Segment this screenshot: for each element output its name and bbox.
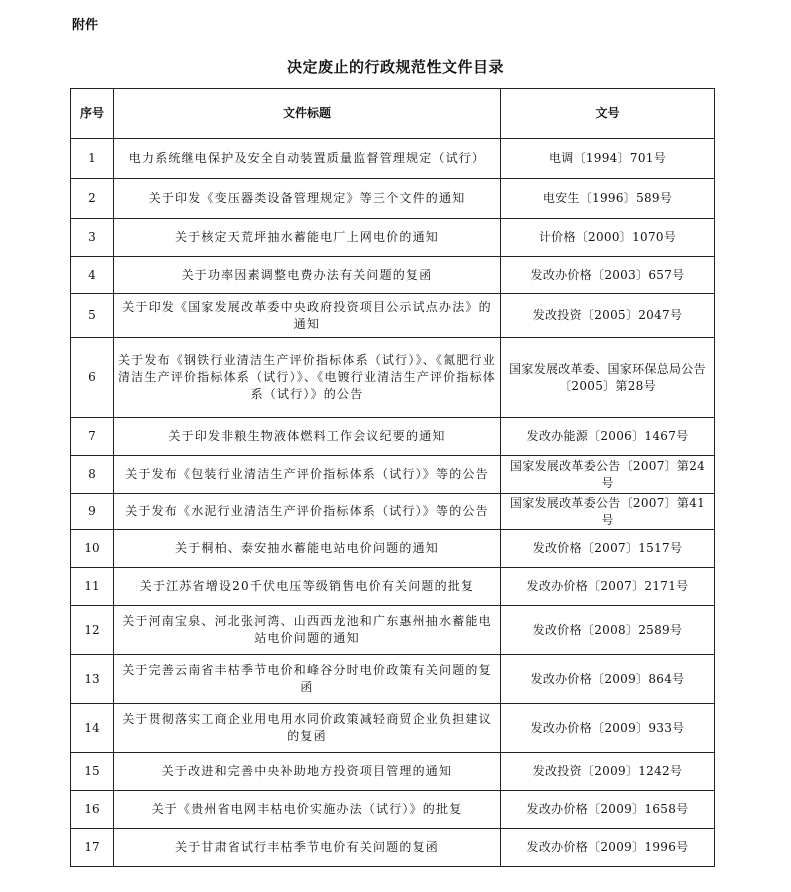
row-doc-number: 计价格〔2000〕1070号 bbox=[501, 219, 715, 257]
table-row bbox=[71, 179, 715, 219]
row-title: 关于印发非粮生物液体燃料工作会议纪要的通知 bbox=[114, 418, 501, 456]
row-doc-number: 发改价格〔2008〕2589号 bbox=[501, 606, 715, 655]
row-doc-number: 国家发展改革委公告〔2007〕第41号 bbox=[501, 494, 715, 530]
row-number: 8 bbox=[71, 456, 114, 494]
table-row bbox=[71, 219, 715, 257]
table-row bbox=[71, 257, 715, 294]
row-title: 电力系统继电保护及安全自动装置质量监督管理规定（试行） bbox=[114, 139, 501, 179]
row-title: 关于功率因素调整电费办法有关问题的复函 bbox=[114, 257, 501, 294]
row-doc-number: 国家发展改革委、国家环保总局公告 〔2005〕第28号 bbox=[501, 338, 715, 418]
row-title: 关于桐柏、泰安抽水蓄能电站电价问题的通知 bbox=[114, 530, 501, 568]
row-number: 16 bbox=[71, 791, 114, 829]
row-title: 关于印发《变压器类设备管理规定》等三个文件的通知 bbox=[114, 179, 501, 219]
row-number: 15 bbox=[71, 753, 114, 791]
table-row bbox=[71, 294, 715, 338]
table-row bbox=[71, 139, 715, 179]
row-doc-number: 发改投资〔2005〕2047号 bbox=[501, 294, 715, 338]
row-number: 11 bbox=[71, 568, 114, 606]
row-title: 关于核定天荒坪抽水蓄能电厂上网电价的通知 bbox=[114, 219, 501, 257]
row-doc-number: 发改办价格〔2009〕933号 bbox=[501, 704, 715, 753]
row-title: 关于发布《钢铁行业清洁生产评价指标体系（试行）》、《氮肥行业清洁生产评价指标体系（试行）》、《电镀行业清洁生产评价指标体系（试行）》的公告 bbox=[114, 338, 501, 418]
table-row bbox=[71, 568, 715, 606]
row-doc-number: 电调〔1994〕701号 bbox=[501, 139, 715, 179]
column-header-number: 序号 bbox=[71, 89, 114, 139]
table-row bbox=[71, 418, 715, 456]
row-doc-number: 国家发展改革委公告〔2007〕第24号 bbox=[501, 456, 715, 494]
row-doc-number: 发改办价格〔2009〕864号 bbox=[501, 655, 715, 704]
table-row bbox=[71, 655, 715, 704]
table-row bbox=[71, 338, 715, 418]
row-title: 关于江苏省增设20千伏电压等级销售电价有关问题的批复 bbox=[114, 568, 501, 606]
row-title: 关于甘肃省试行丰枯季节电价有关问题的复函 bbox=[114, 829, 501, 867]
row-title: 关于完善云南省丰枯季节电价和峰谷分时电价政策有关问题的复函 bbox=[114, 655, 501, 704]
document-table bbox=[70, 88, 715, 867]
table-header-row bbox=[71, 89, 715, 139]
row-number: 13 bbox=[71, 655, 114, 704]
row-number: 6 bbox=[71, 338, 114, 418]
row-doc-number: 发改投资〔2009〕1242号 bbox=[501, 753, 715, 791]
row-title: 关于印发《国家发展改革委中央政府投资项目公示试点办法》的通知 bbox=[114, 294, 501, 338]
page-title: 决定废止的行政规范性文件目录 bbox=[286, 58, 504, 76]
row-doc-number: 发改办价格〔2003〕657号 bbox=[501, 257, 715, 294]
row-title: 关于河南宝泉、河北张河湾、山西西龙池和广东惠州抽水蓄能电站电价问题的通知 bbox=[114, 606, 501, 655]
row-number: 9 bbox=[71, 494, 114, 530]
table-row bbox=[71, 829, 715, 867]
table-row bbox=[71, 753, 715, 791]
row-title: 关于发布《包装行业清洁生产评价指标体系（试行）》等的公告 bbox=[114, 456, 501, 494]
row-title: 关于改进和完善中央补助地方投资项目管理的通知 bbox=[114, 753, 501, 791]
row-title: 关于贯彻落实工商企业用电用水同价政策减轻商贸企业负担建议的复函 bbox=[114, 704, 501, 753]
row-doc-number: 发改办价格〔2009〕1658号 bbox=[501, 791, 715, 829]
row-number: 4 bbox=[71, 257, 114, 294]
row-number: 7 bbox=[71, 418, 114, 456]
row-doc-number: 发改价格〔2007〕1517号 bbox=[501, 530, 715, 568]
row-title: 关于《贵州省电网丰枯电价实施办法（试行）》的批复 bbox=[114, 791, 501, 829]
table-row bbox=[71, 494, 715, 530]
row-title: 关于发布《水泥行业清洁生产评价指标体系（试行）》等的公告 bbox=[114, 494, 501, 530]
row-number: 2 bbox=[71, 179, 114, 219]
row-number: 5 bbox=[71, 294, 114, 338]
table-row bbox=[71, 606, 715, 655]
column-header-doc-number: 文号 bbox=[501, 89, 715, 139]
row-number: 17 bbox=[71, 829, 114, 867]
row-doc-number: 发改办价格〔2007〕2171号 bbox=[501, 568, 715, 606]
row-number: 14 bbox=[71, 704, 114, 753]
row-number: 1 bbox=[71, 139, 114, 179]
row-number: 10 bbox=[71, 530, 114, 568]
attachment-label: 附件 bbox=[72, 18, 99, 33]
row-doc-number: 发改办能源〔2006〕1467号 bbox=[501, 418, 715, 456]
row-number: 3 bbox=[71, 219, 114, 257]
table-row bbox=[71, 530, 715, 568]
table-row bbox=[71, 704, 715, 753]
table-row bbox=[71, 456, 715, 494]
row-doc-number: 发改办价格〔2009〕1996号 bbox=[501, 829, 715, 867]
column-header-title: 文件标题 bbox=[114, 89, 501, 139]
row-doc-number: 电安生〔1996〕589号 bbox=[501, 179, 715, 219]
row-number: 12 bbox=[71, 606, 114, 655]
table-row bbox=[71, 791, 715, 829]
